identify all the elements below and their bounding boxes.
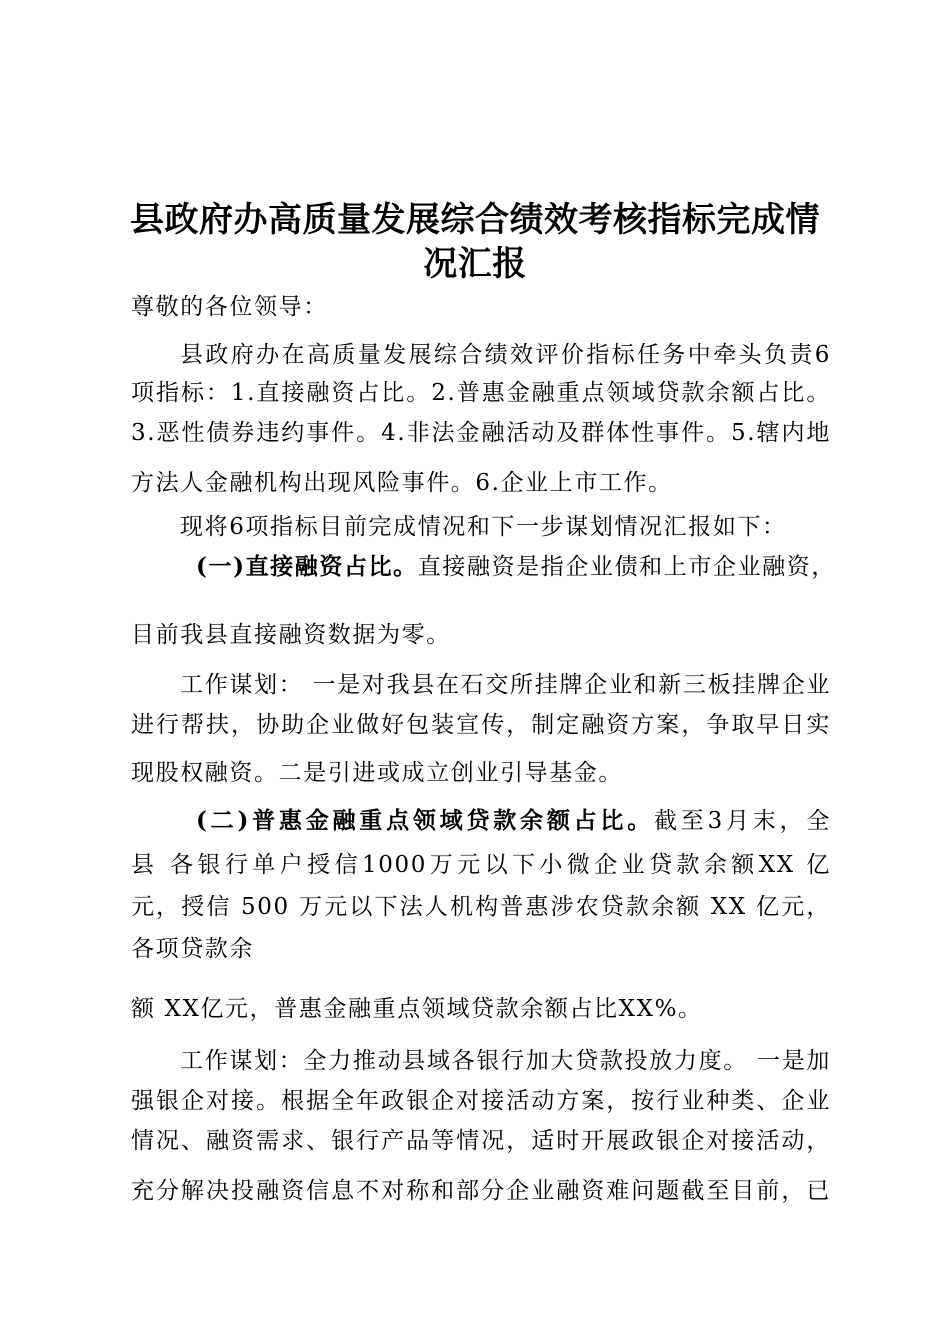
section-2-plan-line-4: 充分解决投融资信息不对称和部分企业融资难问题截至目前，已 — [131, 1178, 831, 1204]
section-1-plan-line-2: 进行帮扶，协助企业做好包装宣传，制定融资方案，争取早日实 — [131, 712, 831, 738]
paragraph-1-line-1: 县政府办在高质量发展综合绩效评价指标任务中牵头负责6 — [180, 342, 831, 368]
section-2-plan-line-3: 情况、融资需求、银行产品等情况，适时开展政银企对接活动， — [131, 1128, 831, 1154]
section-2-line-1 — [196, 806, 831, 836]
section-2-heading: (二)普惠金融重点领域贷款余额占比。 — [196, 807, 654, 834]
section-2-line-3: 元，授信 500 万元以下法人机构普惠涉农贷款余额 XX 亿元， — [131, 894, 831, 920]
section-2-line-5: 额 XX亿元，普惠金融重点领域贷款余额占比XX%。 — [131, 996, 703, 1022]
section-1-plan-line-1: 工作谋划： 一是对我县在石交所挂牌企业和新三板挂牌企业 — [180, 672, 831, 698]
section-1-line-2: 目前我县直接融资数据为零。 — [131, 622, 451, 648]
paragraph-1-line-2: 项指标：1.直接融资占比。2.普惠金融重点领域贷款余额占比。 — [131, 380, 831, 406]
document-title-line-2: 况汇报 — [423, 244, 527, 284]
section-2-plan-line-2: 强银企对接。根据全年政银企对接活动方案，按行业种类、企业 — [131, 1088, 831, 1114]
paragraph-1-line-3: 3.恶性债券违约事件。4.非法金融活动及群体性事件。5.辖内地 — [131, 420, 831, 446]
section-1-plan-line-3: 现股权融资。二是引进或成立创业引导基金。 — [131, 760, 623, 786]
paragraph-2: 现将6项指标目前完成情况和下一步谋划情况汇报如下： — [180, 514, 787, 540]
salutation: 尊敬的各位领导： — [131, 294, 328, 320]
section-2-line-2: 县 各银行单户授信1000万元以下小微企业贷款余额XX 亿 — [131, 852, 831, 878]
paragraph-1-line-4: 方法人金融机构出现风险事件。6.企业上市工作。 — [131, 470, 673, 496]
section-1-line-1 — [196, 552, 836, 582]
section-2-line-4: 各项贷款余 — [131, 936, 254, 962]
section-2-line-1-text: 截至3月末，全 — [654, 808, 831, 834]
section-2-plan-line-1: 工作谋划：全力推动县域各银行加大贷款投放力度。 一是加 — [180, 1048, 831, 1074]
document-title-line-1: 县政府办高质量发展综合绩效考核指标完成情 — [130, 200, 820, 240]
section-1-line-1-text: 直接融资是指企业债和上市企业融资， — [417, 554, 836, 580]
section-1-heading: (一)直接融资占比。 — [196, 553, 418, 580]
